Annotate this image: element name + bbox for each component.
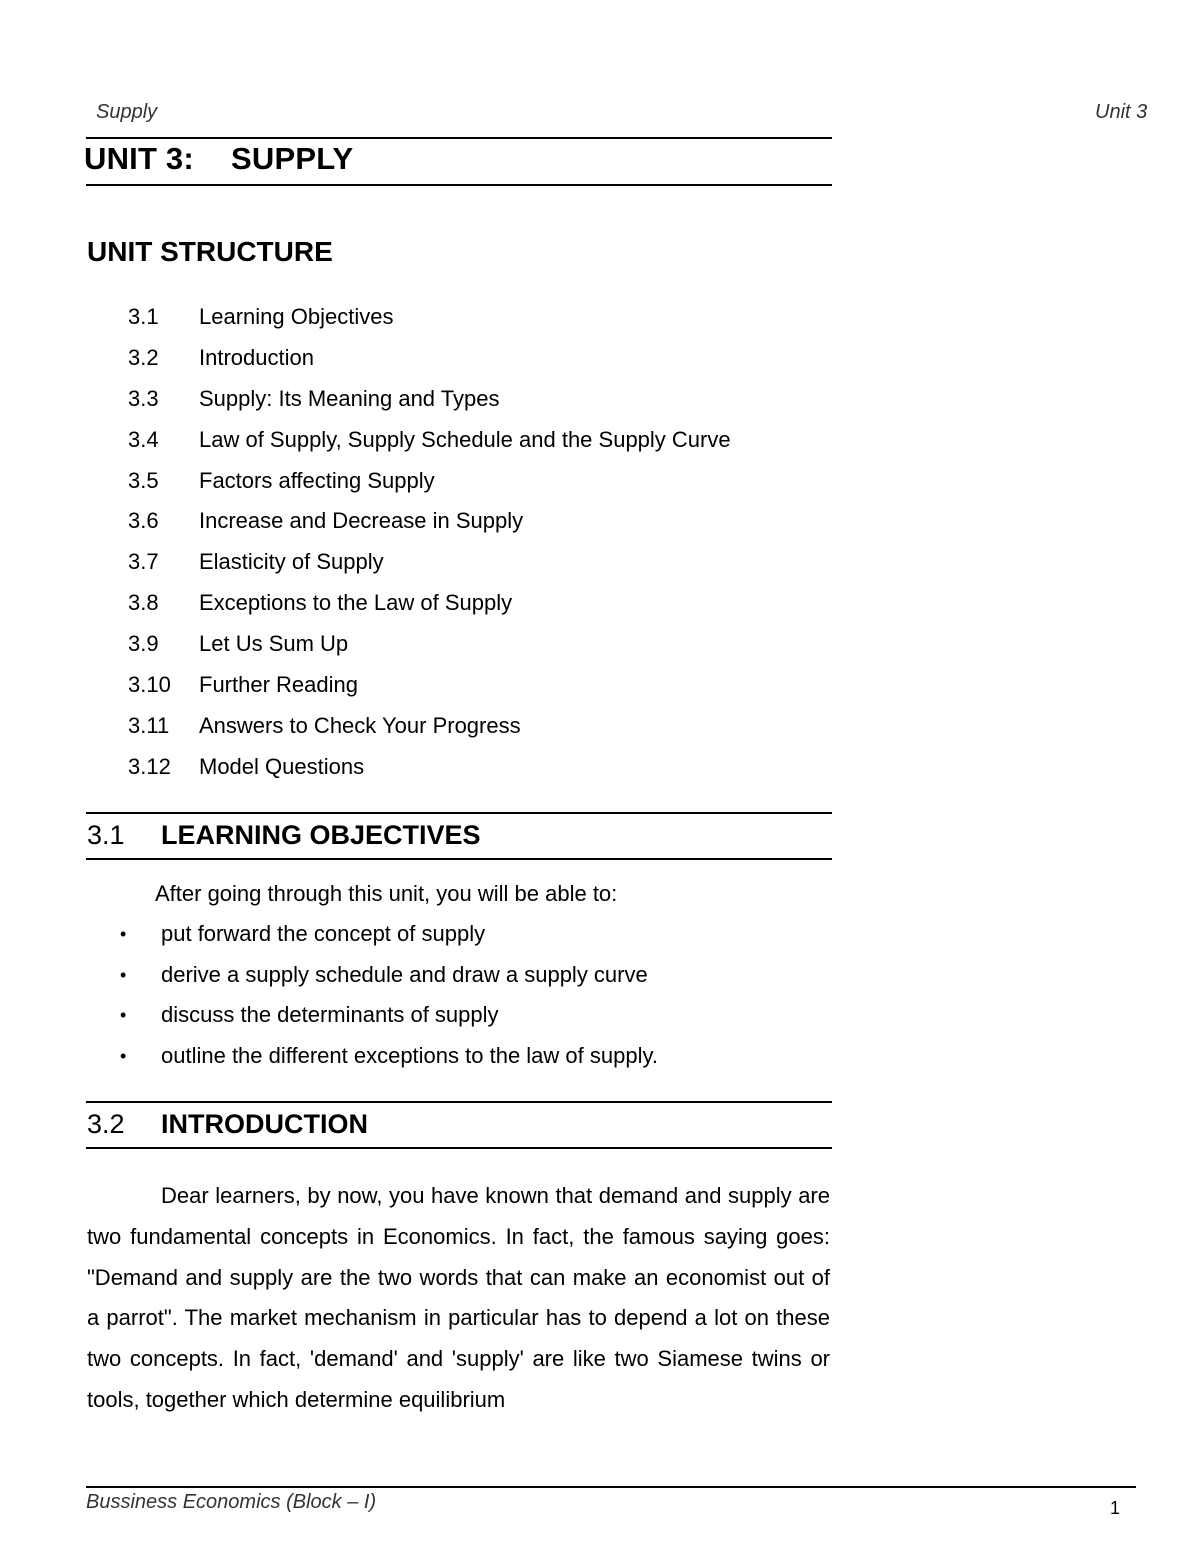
toc-item-title: Let Us Sum Up [199,631,349,657]
unit-structure-list [128,304,731,795]
bullet-icon: • [120,924,127,944]
toc-item [128,345,731,386]
page-number: 1 [1110,1498,1121,1518]
toc-item-number: 3.12 [128,753,171,779]
toc-item [128,590,731,631]
toc-item-title: Supply: Its Meaning and Types [199,385,500,411]
toc-item-title: Introduction [199,344,314,370]
toc-item-number: 3.2 [128,344,159,370]
list-item [120,921,658,962]
footer-rule [86,1486,1136,1488]
bullet-icon: • [120,964,127,985]
unit-title-number: UNIT 3: [84,141,194,176]
section-number: 3.1 [87,820,125,850]
section-title: INTRODUCTION [161,1109,368,1139]
bullet-icon: • [120,1046,127,1067]
objectives-intro: After going through this unit, you will be able to: [155,881,618,906]
objective-text: derive a supply schedule and draw a supply curve [161,961,648,987]
section-number: 3.2 [87,1109,125,1139]
toc-item-number: 3.7 [128,549,159,575]
title-bottom-rule [86,184,832,186]
toc-item [128,468,731,509]
unit-structure-heading: UNIT STRUCTURE [87,236,333,267]
introduction-top-rule [86,1101,832,1103]
toc-item [128,386,731,427]
running-header-left: Supply [96,101,158,123]
section-heading-introduction [87,1109,368,1140]
section-heading-objectives [87,820,481,851]
toc-item-number: 3.4 [128,426,159,452]
list-item [120,1043,658,1084]
list-item [120,962,658,1003]
toc-item-title: Further Reading [199,672,358,698]
objectives-bottom-rule [86,858,832,860]
toc-item-number: 3.11 [128,712,170,738]
unit-title [84,141,353,177]
bullet-icon: • [120,1005,127,1026]
toc-item-title: Learning Objectives [199,304,394,329]
toc-item-title: Law of Supply, Supply Schedule and the Supply Curve [199,426,731,452]
toc-item [128,672,731,713]
title-top-rule [86,137,832,139]
toc-item-number: 3.10 [128,672,171,698]
toc-item-number: 3.8 [128,590,159,616]
unit-title-name: SUPPLY [231,141,354,176]
objective-text: discuss the determinants of supply [161,1002,499,1028]
toc-item [128,549,731,590]
toc-item [128,631,731,672]
toc-item-title: Elasticity of Supply [199,549,384,575]
section-title: LEARNING OBJECTIVES [161,820,481,850]
toc-item [128,713,731,754]
toc-item-number: 3.6 [128,508,159,534]
toc-item [128,754,731,795]
toc-item-number: 3.1 [128,304,159,329]
toc-item-number: 3.5 [128,467,159,493]
objectives-list [120,921,658,1084]
toc-item-title: Increase and Decrease in Supply [199,508,524,534]
list-item [120,1002,658,1043]
footer-title: Bussiness Economics (Block – I) [86,1491,377,1513]
toc-item-title: Answers to Check Your Progress [199,712,521,738]
toc-item-number: 3.3 [128,385,159,411]
introduction-bottom-rule [86,1147,832,1149]
objective-text: put forward the concept of supply [161,921,486,946]
toc-item [128,304,731,345]
running-header-right: Unit 3 [1095,101,1148,123]
introduction-paragraph: Dear learners, by now, you have known that demand and supply are two fundamental concepts in Economics. In fact, the famous saying goes: "Demand and supply are the two words that can make an economist out of a parrot". The market mechanism in particular has to depend a lot on these two concepts. In fact, 'demand' and 'supply' are like two Siamese twins or tools, together which determine equilibrium [87,1183,830,1412]
objective-text: outline the different exceptions to the law of supply. [161,1043,658,1069]
toc-item-title: Exceptions to the Law of Supply [199,590,513,616]
toc-item-number: 3.9 [128,631,159,657]
objectives-top-rule [86,812,832,814]
toc-item-title: Model Questions [199,753,365,779]
toc-item-title: Factors affecting Supply [199,467,435,493]
toc-item [128,427,731,468]
toc-item [128,508,731,549]
